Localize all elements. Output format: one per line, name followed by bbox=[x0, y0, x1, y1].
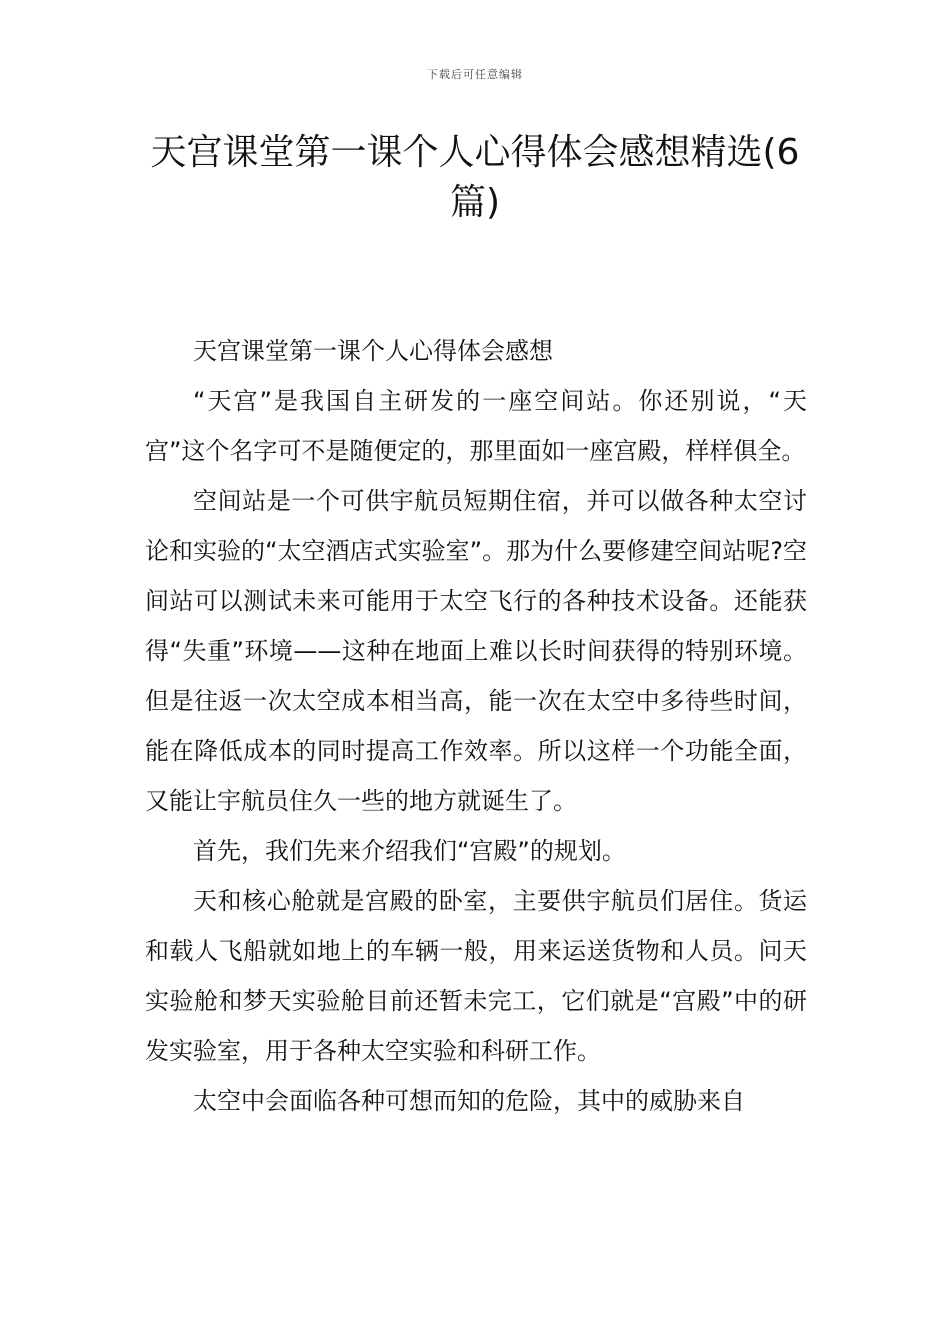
paragraph-space-station: 空间站是一个可供宇航员短期住宿，并可以做各种太空讨论和实验的“太空酒店式实验室”。那为什么要修建空间站呢?空间站可以测试未来可能用于太空飞行的各种技术设备。还能获得“失重”环境——这种在地面上难以长时间获得的特别环境。但是往返一次太空成本相当高，能一次在太空中多待些时间，能在降低成本的同时提高工作效率。所以这样一个功能全面，又能让宇航员住久一些的地方就诞生了。 bbox=[145, 487, 807, 815]
paragraph-intro: “天宫”是我国自主研发的一座空间站。你还别说，“天宫”这个名字可不是随便定的，那里面如一座宫殿，样样俱全。 bbox=[145, 387, 807, 465]
document-body bbox=[145, 326, 807, 1126]
document-title: 天宫课堂第一课个人心得体会感想精选(6篇) bbox=[150, 132, 800, 223]
paragraph-dangers: 太空中会面临各种可想而知的危险，其中的威胁来自 bbox=[193, 1087, 745, 1115]
paragraph-modules: 天和核心舱就是宫殿的卧室，主要供宇航员们居住。货运和载人飞船就如地上的车辆一般，用来运送货物和人员。问天实验舱和梦天实验舱目前还暂未完工，它们就是“宫殿”中的研发实验室，用于各种太空实验和科研工作。 bbox=[145, 887, 807, 1065]
paragraph-palace-plan: 首先，我们先来介绍我们“宫殿”的规划。 bbox=[193, 837, 626, 865]
header-note: 下载后可任意编辑 bbox=[427, 68, 523, 81]
section-subheading: 天宫课堂第一课个人心得体会感想 bbox=[193, 337, 553, 365]
